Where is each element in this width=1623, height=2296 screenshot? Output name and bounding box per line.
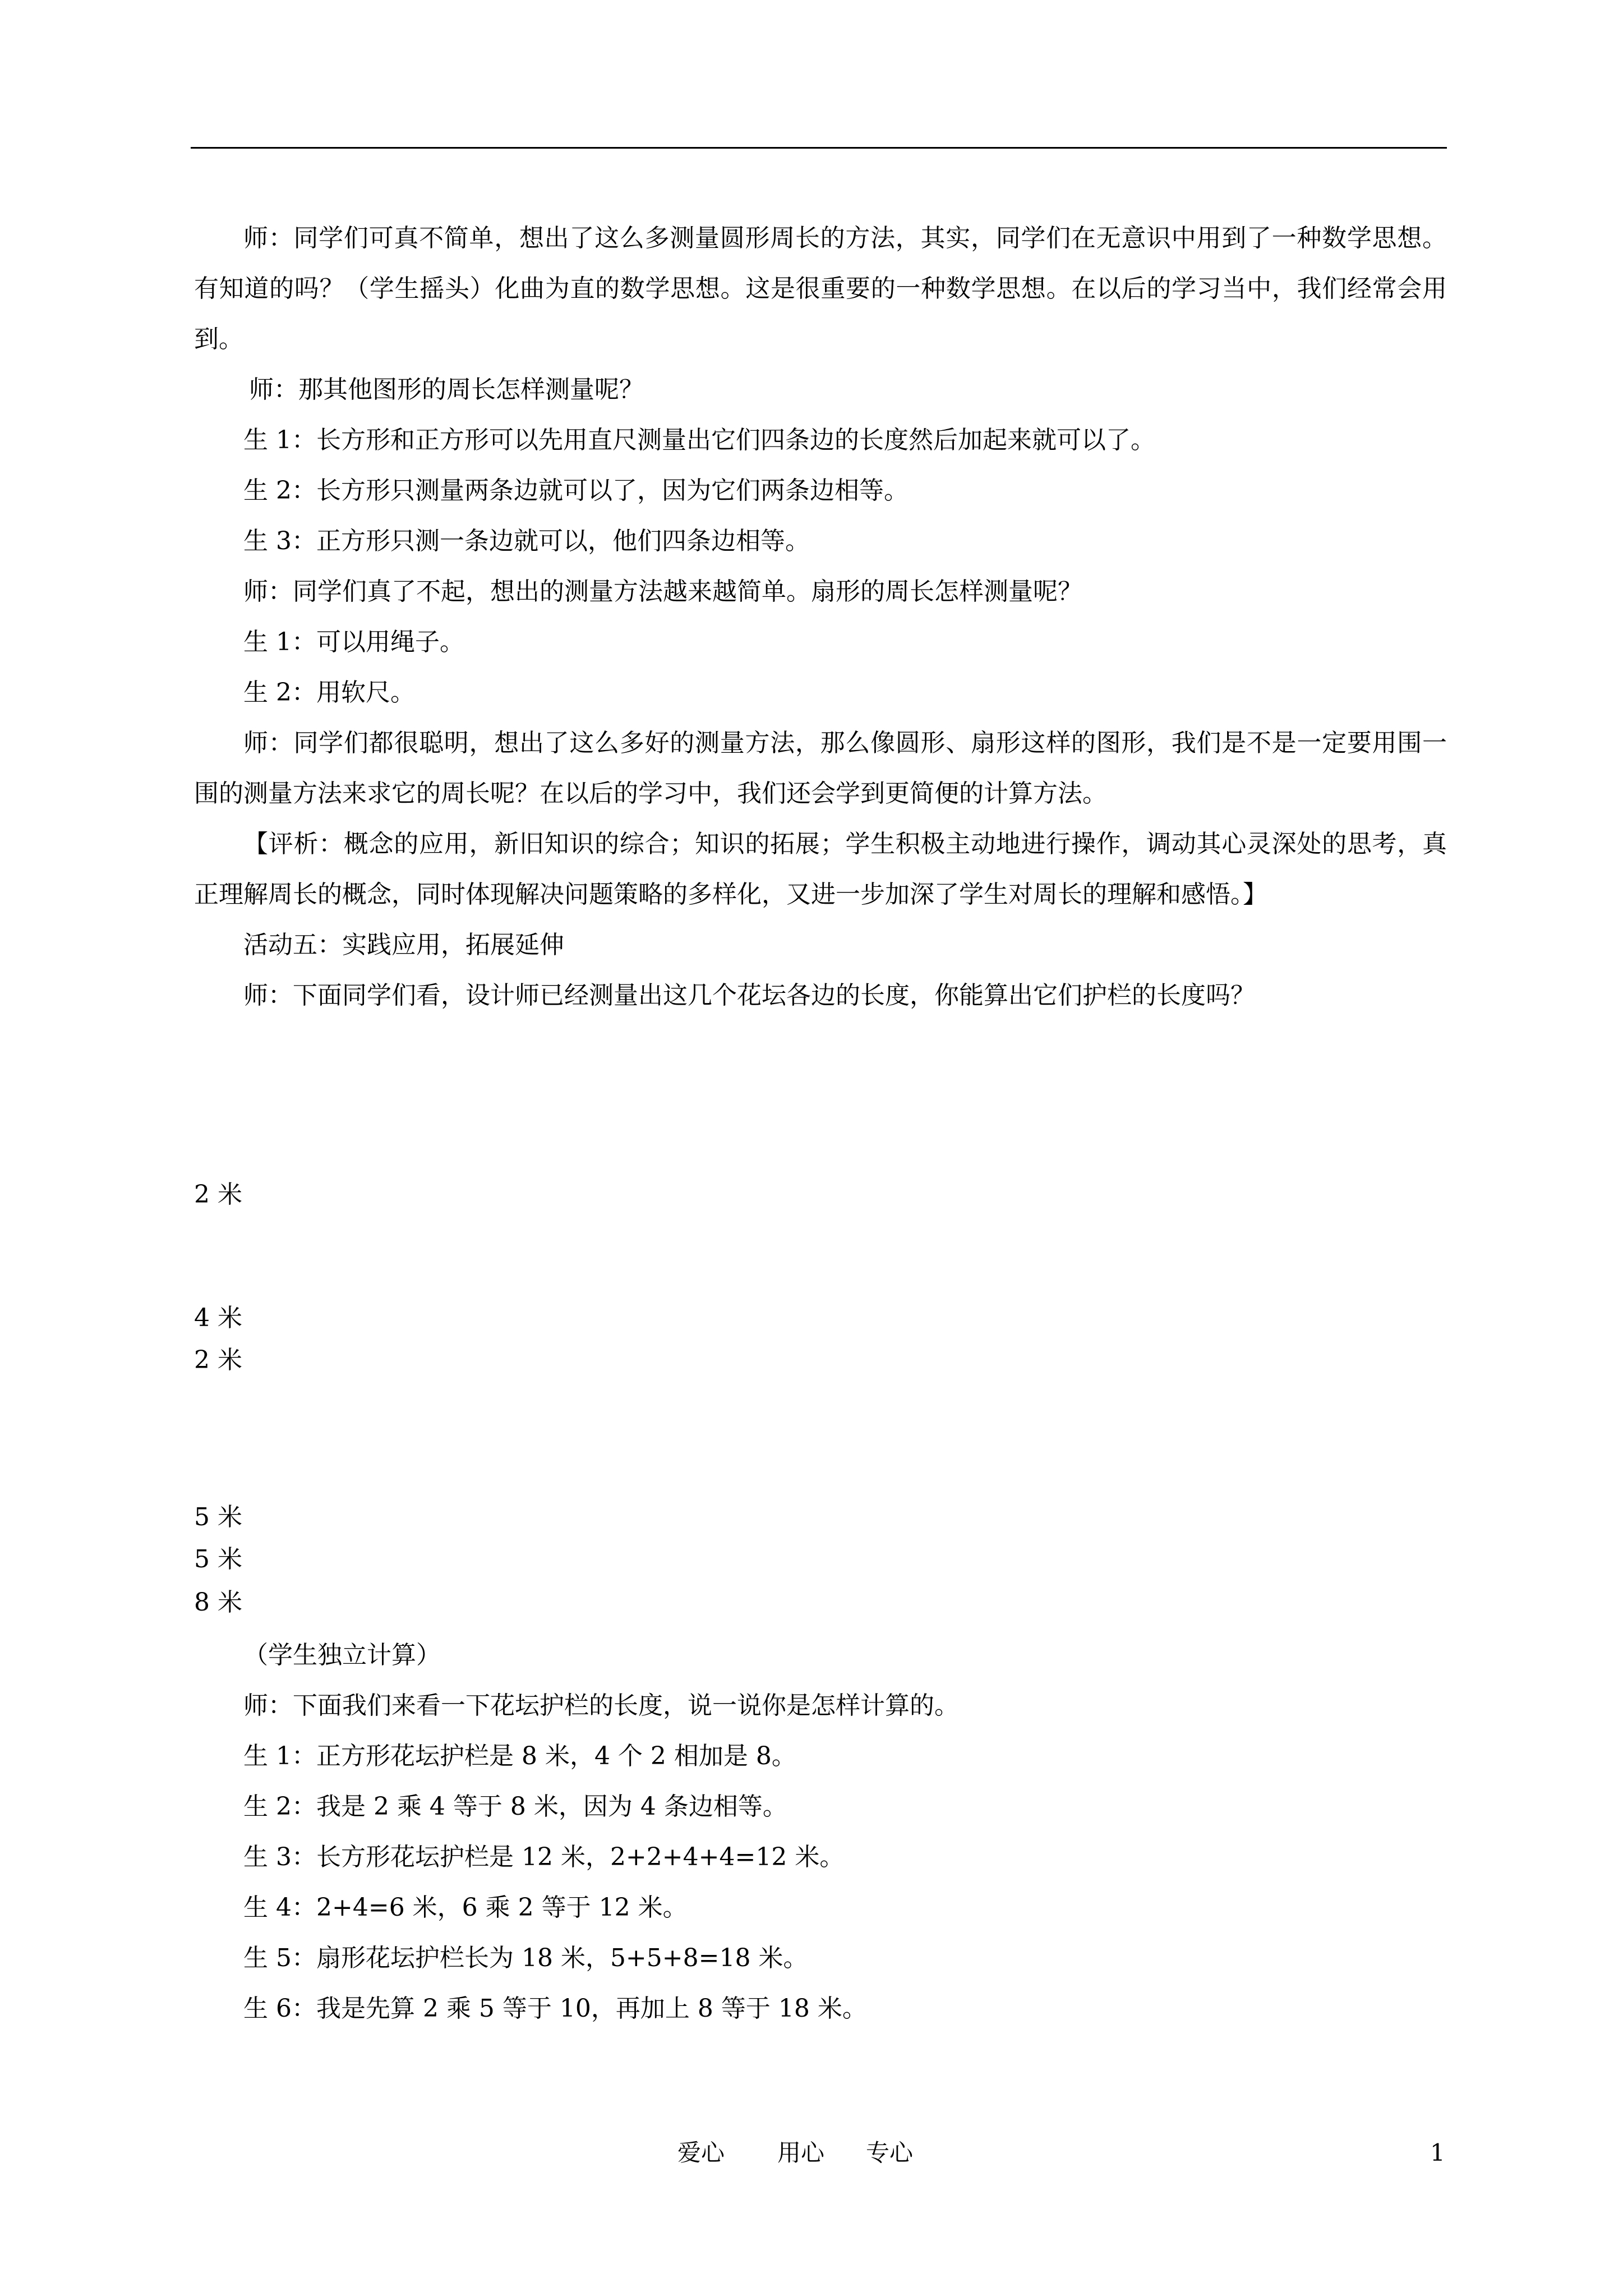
paragraph: （学生独立计算）: [243, 1641, 441, 1669]
measurement-label: 5 米: [194, 1545, 242, 1573]
paragraph: 生 4：2+4=6 米，6 乘 2 等于 12 米。: [243, 1893, 688, 1922]
paragraph: 生 5：扇形花坛护栏长为 18 米，5+5+8=18 米。: [243, 1944, 808, 1972]
paragraph: 师：下面同学们看，设计师已经测量出这几个花坛各边的长度，你能算出它们护栏的长度吗？: [243, 981, 1255, 1010]
document-body: [194, 213, 1447, 1021]
paragraph: 生 2：长方形只测量两条边就可以了，因为它们两条边相等。: [243, 476, 909, 505]
paragraph: 生 3：长方形花坛护栏是 12 米，2+2+4+4=12 米。: [243, 1843, 845, 1871]
footer-item: 专心: [866, 2139, 914, 2166]
paragraph: 师：同学们都很聪明，想出了这么多好的测量方法，那么像圆形、扇形这样的图形，我们是不是一定要用围一围的测量方法来求它的周长呢？在以后的学习中，我们还会学到更简便的计算方法。: [194, 729, 1447, 808]
measurement-label: 4 米: [194, 1304, 242, 1332]
paragraph: 师：那其他图形的周长怎样测量呢？: [249, 375, 644, 404]
header-rule: [191, 147, 1447, 149]
measurement-label: 2 米: [194, 1180, 242, 1209]
measurement-label: 8 米: [194, 1588, 242, 1617]
paragraph: 生 1：正方形花坛护栏是 8 米，4 个 2 相加是 8。: [243, 1742, 796, 1770]
paragraph: 生 1：长方形和正方形可以先用直尺测量出它们四条边的长度然后加起来就可以了。: [243, 426, 1155, 454]
paragraph: 生 2：我是 2 乘 4 等于 8 米，因为 4 条边相等。: [243, 1792, 787, 1821]
measurement-label: 5 米: [194, 1503, 242, 1531]
page-number: 1: [1430, 2139, 1445, 2166]
paragraph: 生 2：用软尺。: [243, 678, 415, 707]
review-note: 【评析：概念的应用，新旧知识的综合；知识的拓展；学生积极主动地进行操作，调动其心灵深处的思考，真正理解周长的概念，同时体现解决问题策略的多样化，又进一步加深了学生对周长的理解和感悟。】: [194, 830, 1447, 909]
paragraph: 师：同学们真了不起，想出的测量方法越来越简单。扇形的周长怎样测量呢？: [243, 577, 1082, 606]
measurement-label: 2 米: [194, 1346, 242, 1374]
footer-item: 用心: [777, 2139, 825, 2166]
document-body-continued: [194, 1630, 1447, 2034]
paragraph: 师：同学们可真不简单，想出了这么多测量圆形周长的方法，其实，同学们在无意识中用到了一种数学思想。有知道的吗？（学生摇头）化曲为直的数学思想。这是很重要的一种数学思想。在以后的学习当中，我们经常会用到。: [194, 224, 1447, 353]
footer-item: 爱心: [677, 2139, 725, 2166]
paragraph: 生 1：可以用绳子。: [243, 628, 464, 656]
activity-heading: 活动五：实践应用，拓展延伸: [243, 931, 564, 959]
paragraph: 师：下面我们来看一下花坛护栏的长度，说一说你是怎样计算的。: [243, 1691, 959, 1720]
paragraph: 生 3：正方形只测一条边就可以，他们四条边相等。: [243, 527, 810, 555]
paragraph: 生 6：我是先算 2 乘 5 等于 10，再加上 8 等于 18 米。: [243, 1994, 867, 2023]
